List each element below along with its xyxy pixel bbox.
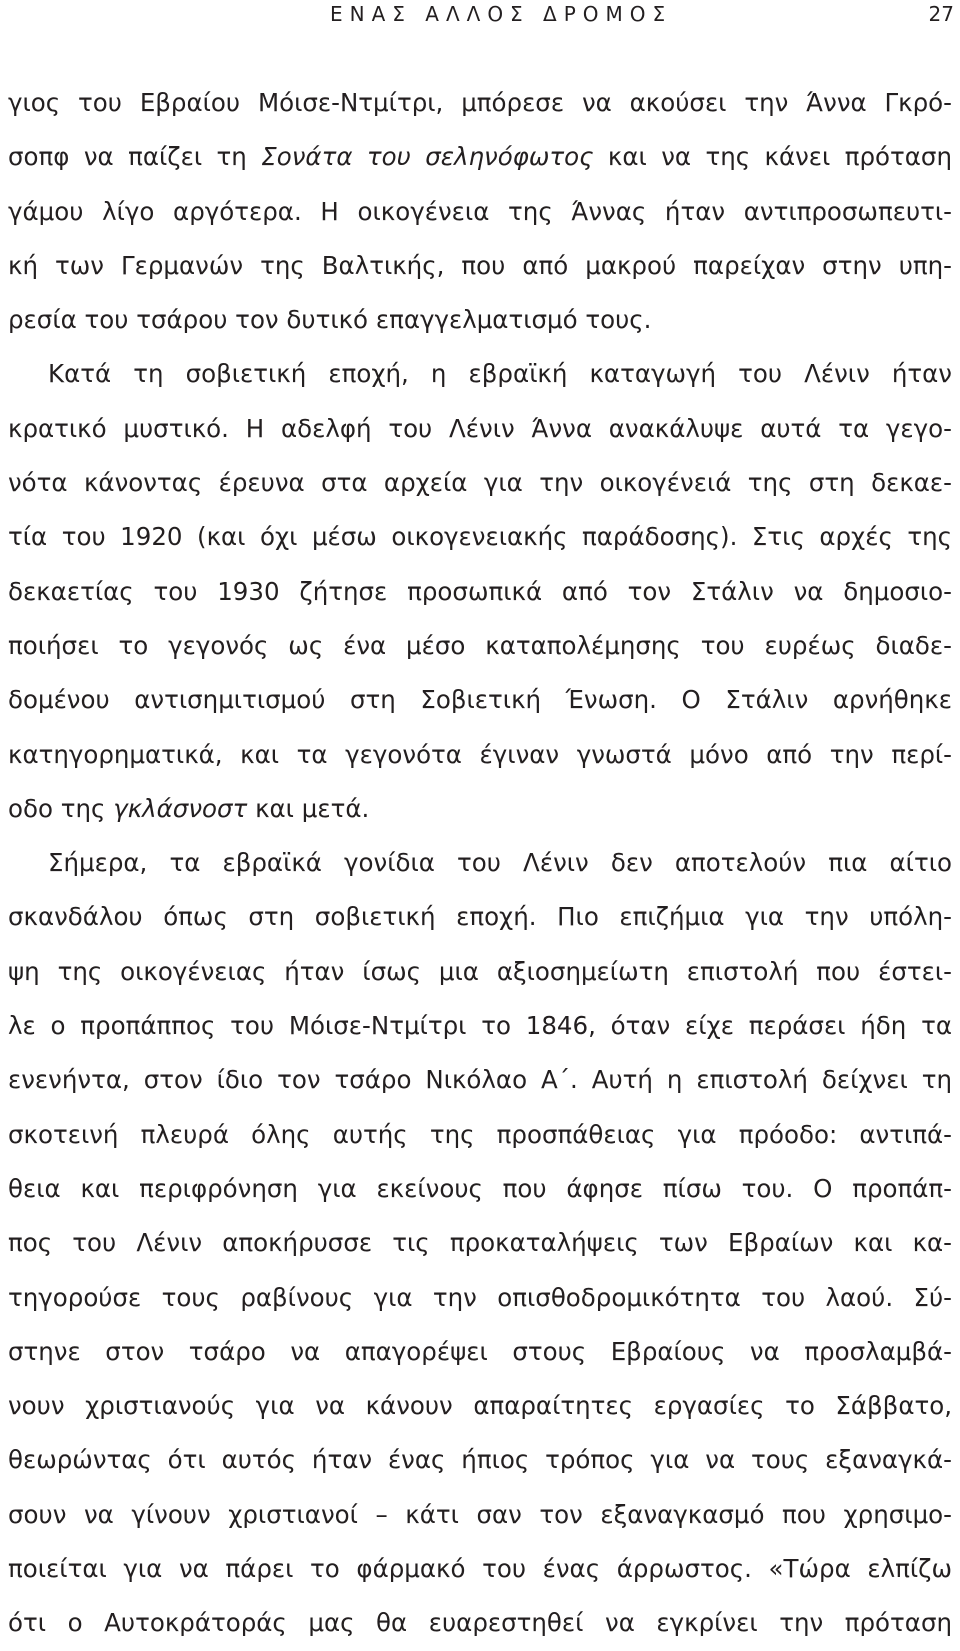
text-line: νότα κάνοντας έρευνα στα αρχεία για την οικογένειά της στη δεκαε-	[8, 468, 952, 498]
text-line: οδο της γκλάσνοστ και μετά.	[8, 793, 370, 823]
text-line: ποιείται για να πάρει το φάρμακό του ένας άρρωστος. «Τώρα ελπίζω	[8, 1554, 952, 1584]
text-line: ενενήντα, στον ίδιο τον τσάρο Νικόλαο Α΄. Αυτή η επιστολή δείχνει τη	[8, 1065, 952, 1095]
text-line: τία του 1920 (και όχι μέσω οικογενειακής παράδοσης). Στις αρχές της	[8, 522, 952, 552]
text-line: θεωρώντας ότι αυτός ήταν ένας ήπιος τρόπος για να τους εξαναγκά-	[8, 1445, 952, 1475]
text-line: θεια και περιφρόνηση για εκείνους που άφησε πίσω του. Ο προπάπ-	[8, 1173, 952, 1203]
text-line: λε ο προπάππος του Μόισε-Ντμίτρι το 1846, όταν είχε περάσει ήδη τα	[8, 1011, 952, 1041]
text-line: δεκαετίας του 1930 ζήτησε προσωπικά από τον Στάλιν να δημοσιο-	[8, 576, 952, 606]
italic-title: Σονάτα του σεληνόφωτος	[261, 142, 594, 172]
italic-term: γκλάσνοστ	[113, 793, 248, 823]
page-number: 27	[928, 2, 954, 26]
text-line: ψη της οικογένειας ήταν ίσως μια αξιοσημείωτη επιστολή που έστει-	[8, 956, 952, 986]
text-line: ότι ο Αυτοκράτοράς μας θα ευαρεστηθεί να εγκρίνει την πρόταση	[8, 1608, 952, 1638]
text-line: κρατικό μυστικό. Η αδελφή του Λένιν Άννα ανακάλυψε αυτά τα γεγο-	[8, 413, 952, 443]
text-line: σκοτεινή πλευρά όλης αυτής της προσπάθειας για πρόοδο: αντιπά-	[8, 1119, 952, 1149]
text-line: Σήμερα, τα εβραϊκά γονίδια του Λένιν δεν αποτελούν πια αίτιο	[48, 848, 952, 878]
text-line: γάμου λίγο αργότερα. Η οικογένεια της Άννας ήταν αντιπροσωπευτι-	[8, 196, 952, 226]
text-line: κή των Γερμανών της Βαλτικής, που από μακρού παρείχαν στην υπη-	[8, 250, 952, 280]
text-line: πος του Λένιν αποκήρυσσε τις προκαταλήψεις των Εβραίων και κα-	[8, 1228, 952, 1258]
text-line: σοπφ να παίζει τη Σονάτα του σεληνόφωτος και να της κάνει πρόταση	[8, 142, 952, 172]
text-line: τηγορούσε τους ραβίνους για την οπισθοδρομικότητα του λαού. Σύ-	[8, 1282, 952, 1312]
text-line: ρεσία του τσάρου τον δυτικό επαγγελματισμό τους.	[8, 305, 652, 335]
text-line: κατηγορηματικά, και τα γεγονότα έγιναν γνωστά μόνο από την περί-	[8, 739, 952, 769]
text-line: σκανδάλου όπως στη σοβιετική εποχή. Πιο επιζήμια για την υπόλη-	[8, 902, 952, 932]
text-line: νουν χριστιανούς για να κάνουν απαραίτητες εργασίες το Σάββατο,	[8, 1391, 952, 1421]
text-line: Κατά τη σοβιετική εποχή, η εβραϊκή καταγωγή του Λένιν ήταν	[48, 359, 952, 389]
text-line: γιος του Εβραίου Μόισε-Ντμίτρι, μπόρεσε να ακούσει την Άννα Γκρό-	[8, 88, 952, 117]
body-text	[8, 76, 952, 1651]
running-header	[0, 0, 960, 40]
text-line: ποιήσει το γεγονός ως ένα μέσο καταπολέμησης του ευρέως διαδε-	[8, 630, 952, 660]
text-line: στηνε στον τσάρο να απαγορέψει στους Εβραίους να προσλαμβά-	[8, 1336, 952, 1366]
text-line: σουν να γίνουν χριστιανοί – κάτι σαν τον εξαναγκασμό που χρησιμο-	[8, 1499, 952, 1529]
text-line: δομένου αντισημιτισμού στη Σοβιετική Ένωση. Ο Στάλιν αρνήθηκε	[8, 685, 952, 715]
running-title: ΕΝΑΣ ΑΛΛΟΣ ΔΡΟΜΟΣ	[330, 2, 673, 26]
